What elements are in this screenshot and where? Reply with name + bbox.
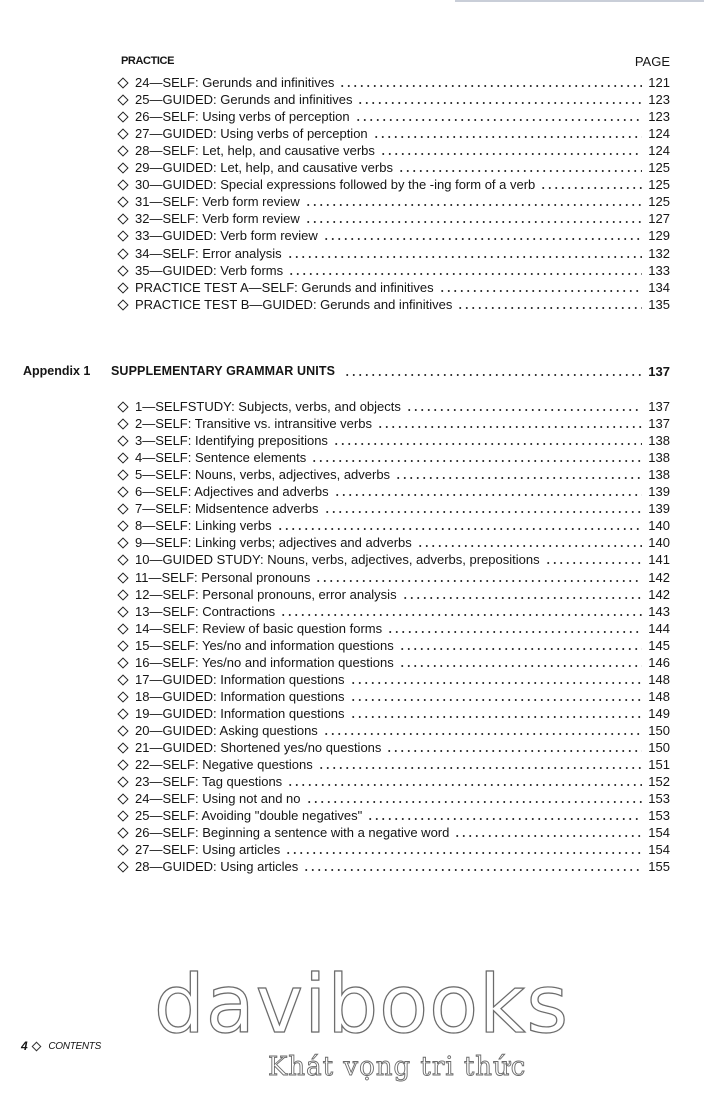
dot-leader xyxy=(344,374,642,376)
entry-page-number: 152 xyxy=(648,774,670,790)
toc-entry xyxy=(117,550,670,567)
entry-title: 9—SELF: Linking verbs; adjectives and adverbs xyxy=(135,535,412,551)
entry-title: 12—SELF: Personal pronouns, error analysis xyxy=(135,586,397,602)
toc-entry xyxy=(117,857,670,874)
toc-entry xyxy=(117,261,670,278)
dot-leader xyxy=(318,767,642,769)
dot-leader xyxy=(386,750,642,752)
entry-page-number: 153 xyxy=(648,808,670,824)
entry-page-number: 135 xyxy=(648,296,670,312)
entry-title: 25—GUIDED: Gerunds and infinitives xyxy=(135,92,353,108)
dot-leader xyxy=(315,580,642,582)
diamond-icon xyxy=(117,265,128,276)
watermark-tagline: Khát vọng tri thức xyxy=(268,1052,527,1082)
diamond-icon xyxy=(117,248,128,259)
entry-page-number: 124 xyxy=(648,143,670,159)
entry-page-number: 127 xyxy=(648,211,670,227)
dot-leader xyxy=(350,699,642,701)
dot-leader xyxy=(402,597,642,599)
entry-page-number: 148 xyxy=(648,688,670,704)
entry-page-number: 154 xyxy=(648,825,670,841)
page-column-heading: PAGE xyxy=(634,54,670,69)
appendix-label: Appendix 1 xyxy=(23,364,91,378)
entry-title: 24—SELF: Using not and no xyxy=(135,791,301,807)
toc-entry xyxy=(117,448,670,465)
dot-leader xyxy=(287,784,642,786)
entry-title: 2—SELF: Transitive vs. intransitive verbs xyxy=(135,416,372,432)
diamond-icon xyxy=(117,606,128,617)
entry-title: 19—GUIDED: Information questions xyxy=(135,705,345,721)
diamond-icon xyxy=(117,845,128,856)
toc-entry xyxy=(117,243,670,260)
toc-entry xyxy=(117,192,670,209)
entry-title: 27—GUIDED: Using verbs of perception xyxy=(135,126,368,142)
watermark-brand: davibooks xyxy=(154,958,570,1051)
diamond-icon xyxy=(117,401,128,412)
entry-title: 21—GUIDED: Shortened yes/no questions xyxy=(135,739,382,755)
toc-entry xyxy=(117,158,670,175)
toc-entry xyxy=(117,823,670,840)
entry-page-number: 125 xyxy=(648,194,670,210)
diamond-icon xyxy=(117,555,128,566)
diamond-icon xyxy=(117,828,128,839)
dot-leader xyxy=(334,494,642,496)
dot-leader xyxy=(350,682,642,684)
dot-leader xyxy=(545,562,642,564)
entry-page-number: 144 xyxy=(648,620,670,636)
diamond-icon xyxy=(117,538,128,549)
toc-entry xyxy=(117,738,670,755)
diamond-icon xyxy=(117,231,128,242)
toc-entry xyxy=(117,295,670,312)
diamond-icon xyxy=(117,163,128,174)
practice-header xyxy=(121,55,670,73)
dot-leader xyxy=(311,460,642,462)
toc-entry xyxy=(117,619,670,636)
toc-entry xyxy=(117,141,670,158)
toc-entry xyxy=(117,516,670,533)
entry-page-number: 123 xyxy=(648,92,670,108)
entry-title: 24—SELF: Gerunds and infinitives xyxy=(135,75,335,91)
entry-page-number: 134 xyxy=(648,279,670,295)
dot-leader xyxy=(324,511,642,513)
dot-leader xyxy=(303,869,642,871)
entry-page-number: 149 xyxy=(648,705,670,721)
diamond-icon xyxy=(117,94,128,105)
toc-entry xyxy=(117,465,670,482)
diamond-icon xyxy=(117,418,128,429)
diamond-icon xyxy=(117,640,128,651)
dot-leader xyxy=(406,409,642,411)
appendix-entries-list xyxy=(117,397,670,874)
entry-title: 22—SELF: Negative questions xyxy=(135,757,313,773)
dot-leader xyxy=(333,443,642,445)
practice-entries-list xyxy=(117,73,670,312)
dot-leader xyxy=(323,238,642,240)
entry-title: 10—GUIDED STUDY: Nouns, verbs, adjectives, adverbs, prepositions xyxy=(135,552,540,568)
toc-entry xyxy=(117,653,670,670)
toc-entry xyxy=(117,687,670,704)
entry-page-number: 146 xyxy=(648,654,670,670)
entry-title: 14—SELF: Review of basic question forms xyxy=(135,620,383,636)
entry-title: 17—GUIDED: Information questions xyxy=(135,671,345,687)
entry-title: 27—SELF: Using articles xyxy=(135,842,281,858)
toc-entry xyxy=(117,175,670,192)
entry-title: 1—SELFSTUDY: Subjects, verbs, and objects xyxy=(135,399,401,415)
entry-title: 33—GUIDED: Verb form review xyxy=(135,228,318,244)
entry-title: 25—SELF: Avoiding "double negatives" xyxy=(135,808,363,824)
entry-title: 20—GUIDED: Asking questions xyxy=(135,722,318,738)
diamond-icon xyxy=(32,1041,42,1051)
entry-title: 13—SELF: Contractions xyxy=(135,603,276,619)
diamond-icon xyxy=(117,589,128,600)
dot-leader xyxy=(280,614,642,616)
entry-title: 7—SELF: Midsentence adverbs xyxy=(135,501,319,517)
entry-title: 28—GUIDED: Using articles xyxy=(135,859,299,875)
entry-title: 23—SELF: Tag questions xyxy=(135,774,283,790)
diamond-icon xyxy=(117,623,128,634)
diamond-icon xyxy=(117,453,128,464)
toc-entry xyxy=(117,533,670,550)
footer-section-label: CONTENTS xyxy=(48,1040,101,1052)
entry-page-number: 155 xyxy=(648,859,670,875)
dot-leader xyxy=(305,204,642,206)
dot-leader xyxy=(457,307,642,309)
dot-leader xyxy=(398,170,642,172)
entry-title: 35—GUIDED: Verb forms xyxy=(135,262,284,278)
entry-title: 15—SELF: Yes/no and information questions xyxy=(135,637,394,653)
diamond-icon xyxy=(117,742,128,753)
diamond-icon xyxy=(117,725,128,736)
toc-entry xyxy=(117,772,670,789)
diamond-icon xyxy=(117,197,128,208)
entry-page-number: 139 xyxy=(648,501,670,517)
diamond-icon xyxy=(117,691,128,702)
entry-page-number: 124 xyxy=(648,126,670,142)
diamond-icon xyxy=(117,811,128,822)
entry-page-number: 151 xyxy=(648,757,670,773)
toc-entry xyxy=(117,602,670,619)
entry-title: 26—SELF: Beginning a sentence with a negative word xyxy=(135,825,450,841)
entry-page-number: 123 xyxy=(648,109,670,125)
diamond-icon xyxy=(117,504,128,515)
diamond-icon xyxy=(117,572,128,583)
dot-leader xyxy=(350,716,642,718)
scan-edge-line xyxy=(455,0,704,2)
dot-leader xyxy=(439,290,642,292)
dot-leader xyxy=(373,136,642,138)
appendix-title: SUPPLEMENTARY GRAMMAR UNITS xyxy=(111,364,336,378)
diamond-icon xyxy=(117,111,128,122)
dot-leader xyxy=(540,187,642,189)
toc-entry xyxy=(117,414,670,431)
diamond-icon xyxy=(117,214,128,225)
diamond-icon xyxy=(117,521,128,532)
appendix-page-number: 137 xyxy=(648,364,670,379)
dot-leader xyxy=(377,426,642,428)
diamond-icon xyxy=(117,146,128,157)
dot-leader xyxy=(305,221,642,223)
page-footer xyxy=(21,1039,101,1053)
entry-page-number: 143 xyxy=(648,603,670,619)
dot-leader xyxy=(367,818,642,820)
dot-leader xyxy=(387,631,642,633)
entry-title: 30—GUIDED: Special expressions followed by the -ing form of a verb xyxy=(135,177,536,193)
entry-page-number: 140 xyxy=(648,518,670,534)
entry-title: 29—GUIDED: Let, help, and causative verbs xyxy=(135,160,393,176)
entry-page-number: 125 xyxy=(648,160,670,176)
toc-entry xyxy=(117,721,670,738)
diamond-icon xyxy=(117,299,128,310)
entry-title: PRACTICE TEST A—SELF: Gerunds and infinitives xyxy=(135,279,434,295)
entry-page-number: 139 xyxy=(648,484,670,500)
diamond-icon xyxy=(117,435,128,446)
dot-leader xyxy=(323,733,642,735)
diamond-icon xyxy=(117,657,128,668)
entry-title: 11—SELF: Personal pronouns xyxy=(135,569,311,585)
toc-entry xyxy=(117,397,670,414)
entry-page-number: 140 xyxy=(648,535,670,551)
toc-entry xyxy=(117,840,670,857)
diamond-icon xyxy=(117,862,128,873)
dot-leader xyxy=(288,273,642,275)
toc-entry xyxy=(117,585,670,602)
toc-entry xyxy=(117,73,670,90)
dot-leader xyxy=(380,153,642,155)
toc-entry xyxy=(117,670,670,687)
entry-page-number: 141 xyxy=(648,552,670,568)
dot-leader xyxy=(306,801,643,803)
toc-entry xyxy=(117,278,670,295)
toc-entry xyxy=(117,567,670,584)
footer-page-number: 4 xyxy=(21,1039,28,1053)
toc-entry xyxy=(117,704,670,721)
entry-page-number: 153 xyxy=(648,791,670,807)
toc-entry xyxy=(117,107,670,124)
entry-title: 5—SELF: Nouns, verbs, adjectives, adverbs xyxy=(135,467,391,483)
entry-page-number: 145 xyxy=(648,637,670,653)
toc-entry xyxy=(117,482,670,499)
entry-title: 16—SELF: Yes/no and information questions xyxy=(135,654,394,670)
entry-page-number: 133 xyxy=(648,262,670,278)
entry-title: PRACTICE TEST B—GUIDED: Gerunds and infinitives xyxy=(135,296,453,312)
entry-page-number: 138 xyxy=(648,450,670,466)
toc-entry xyxy=(117,209,670,226)
diamond-icon xyxy=(117,470,128,481)
entry-page-number: 121 xyxy=(648,75,670,91)
appendix-heading-row xyxy=(23,362,670,379)
dot-leader xyxy=(285,852,642,854)
entry-page-number: 148 xyxy=(648,671,670,687)
diamond-icon xyxy=(117,129,128,140)
diamond-icon xyxy=(117,793,128,804)
entry-page-number: 150 xyxy=(648,739,670,755)
entry-title: 18—GUIDED: Information questions xyxy=(135,688,345,704)
diamond-icon xyxy=(117,77,128,88)
toc-entry xyxy=(117,499,670,516)
diamond-icon xyxy=(117,487,128,498)
dot-leader xyxy=(395,477,642,479)
dot-leader xyxy=(417,545,642,547)
entry-page-number: 142 xyxy=(648,586,670,602)
entry-title: 34—SELF: Error analysis xyxy=(135,245,282,261)
dot-leader xyxy=(287,256,642,258)
toc-entry xyxy=(117,789,670,806)
entry-page-number: 154 xyxy=(648,842,670,858)
entry-page-number: 137 xyxy=(648,399,670,415)
diamond-icon xyxy=(117,759,128,770)
entry-page-number: 138 xyxy=(648,433,670,449)
toc-entry xyxy=(117,124,670,141)
toc-entry xyxy=(117,806,670,823)
toc-entry xyxy=(117,755,670,772)
entry-page-number: 132 xyxy=(648,245,670,261)
toc-entry xyxy=(117,90,670,107)
entry-title: 4—SELF: Sentence elements xyxy=(135,450,307,466)
diamond-icon xyxy=(117,674,128,685)
entry-title: 32—SELF: Verb form review xyxy=(135,211,300,227)
entry-page-number: 138 xyxy=(648,467,670,483)
diamond-icon xyxy=(117,708,128,719)
diamond-icon xyxy=(117,180,128,191)
entry-page-number: 137 xyxy=(648,416,670,432)
entry-title: 3—SELF: Identifying prepositions xyxy=(135,433,328,449)
dot-leader xyxy=(357,102,642,104)
dot-leader xyxy=(355,119,642,121)
dot-leader xyxy=(399,648,642,650)
entry-title: 8—SELF: Linking verbs xyxy=(135,518,272,534)
entry-page-number: 150 xyxy=(648,722,670,738)
entry-page-number: 142 xyxy=(648,569,670,585)
entry-page-number: 125 xyxy=(648,177,670,193)
diamond-icon xyxy=(117,282,128,293)
entry-title: 26—SELF: Using verbs of perception xyxy=(135,109,350,125)
dot-leader xyxy=(454,835,642,837)
toc-entry xyxy=(117,636,670,653)
toc-entry xyxy=(117,226,670,243)
toc-entry xyxy=(117,431,670,448)
practice-heading: PRACTICE xyxy=(121,55,175,67)
watermark xyxy=(150,960,570,1100)
entry-page-number: 129 xyxy=(648,228,670,244)
dot-leader xyxy=(277,528,642,530)
dot-leader xyxy=(339,85,642,87)
diamond-icon xyxy=(117,776,128,787)
entry-title: 31—SELF: Verb form review xyxy=(135,194,300,210)
dot-leader xyxy=(399,665,642,667)
entry-title: 6—SELF: Adjectives and adverbs xyxy=(135,484,329,500)
entry-title: 28—SELF: Let, help, and causative verbs xyxy=(135,143,375,159)
